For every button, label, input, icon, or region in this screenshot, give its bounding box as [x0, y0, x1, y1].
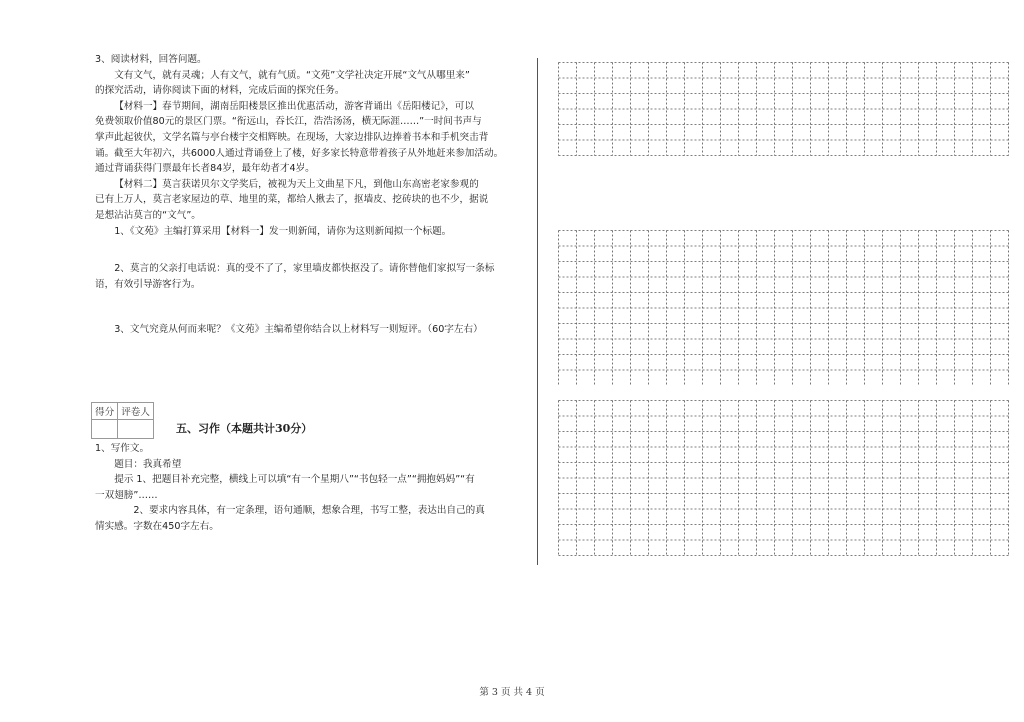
- reading-header: 3、阅读材料，回答问题。: [95, 54, 207, 65]
- material2-line2: 已有上万人，莫言老家屋边的草、地里的菜，都给人揪去了，抠墙皮、挖砖块的也不少，据说: [95, 194, 489, 206]
- essay-section: [95, 441, 530, 535]
- material2-line3: 是想沾沾莫言的“文气”。: [95, 209, 201, 221]
- column-divider: [537, 58, 538, 565]
- essay-topic: 题目：我真希望: [114, 458, 182, 470]
- reading-intro-line1: 文有文气，就有灵魂；人有文气，就有气质。“文苑”文学社决定开展“文气从哪里来”: [114, 69, 470, 81]
- score-cell: [92, 420, 118, 439]
- essay-line1: 1、写作文。: [95, 443, 150, 454]
- reading-section: [95, 52, 530, 338]
- material1-line4: 诵。截至大年初六，共6000人通过背诵登上了楼，好多家长特意带着孩子从外地赶来参加活动。: [95, 147, 504, 159]
- essay-hint-line4: 情实感。字数在450字左右。: [95, 520, 219, 532]
- writing-grid-middle: [558, 230, 1018, 385]
- reading-intro-line2: 的探究活动，请你阅读下面的材料，完成后面的探究任务。: [95, 85, 345, 97]
- question-1: 1、《文苑》主编打算采用【材料一】发一则新闻，请你为这则新闻拟一个标题。: [114, 225, 452, 237]
- writing-grid-bottom: [558, 400, 1018, 557]
- essay-hint-line1: 提示 1、把题目补充完整，横线上可以填“有一个星期八”“书包轻一点”“拥抱妈妈”“有: [114, 474, 475, 486]
- material1-line5: 通过背诵获得门票最年长者84岁，最年幼者才4岁。: [95, 163, 315, 175]
- score-label: 得分: [92, 403, 118, 420]
- answer-space-2: [95, 292, 530, 322]
- page-footer: 第 3 页 共 4 页: [479, 687, 545, 698]
- material1-line2: 免费领取价值80元的景区门票。“衔远山，吞长江，浩浩汤汤，横无际涯……”一时间书声与: [95, 116, 482, 128]
- material1-line3: 掌声此起彼伏，文学名篇与亭台楼宇交相辉映。在现场，大家边排队边捧着书本和手机突击背: [95, 131, 489, 143]
- answer-space-1: [95, 239, 530, 261]
- writing-grid-top: [558, 62, 1018, 162]
- grader-label: 评卷人: [118, 403, 154, 420]
- score-box: [91, 402, 154, 439]
- grader-cell: [118, 420, 154, 439]
- material1-line1: 【材料一】春节期间，湖南岳阳楼景区推出优惠活动，游客背诵出《岳阳楼记》，可以: [114, 100, 474, 112]
- question-2-line2: 语，有效引导游客行为。: [95, 278, 201, 290]
- material2-line1: 【材料二】莫言获诺贝尔文学奖后，被视为天上文曲星下凡，到他山东高密老家参观的: [114, 178, 479, 190]
- question-2-line1: 2、莫言的父亲打电话说：真的受不了了，家里墙皮都快抠没了。请你替他们家拟写一条标: [114, 263, 495, 275]
- essay-hint-line3: 2、要求内容具体，有一定条理，语句通顺，想象合理，书写工整，表达出自己的真: [133, 505, 485, 517]
- essay-hint-line2: 一双翅膀”……: [95, 489, 158, 501]
- question-3: 3、文气究竟从何而来呢？《文苑》主编希望你结合以上材料写一则短评。（60字左右）: [114, 324, 483, 336]
- section-title: 五、习作（本题共计30分）: [176, 422, 313, 435]
